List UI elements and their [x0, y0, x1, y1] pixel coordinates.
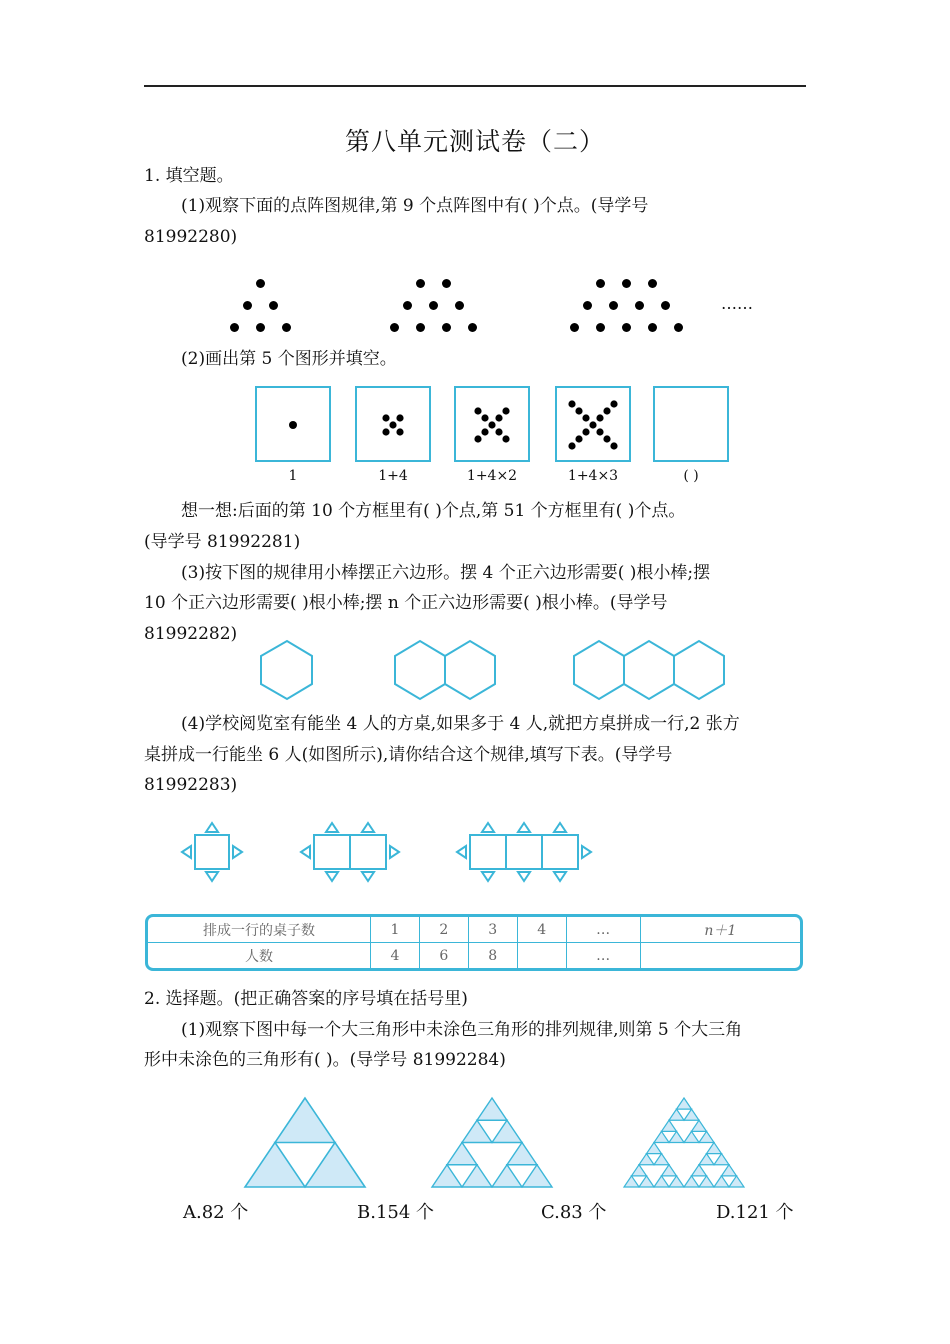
q1-p1-line1: (1)观察下面的点阵图规律,第 9 个点阵图中有( )个点。(导学号: [181, 196, 649, 216]
table-cell: 2: [419, 917, 468, 943]
triangle-stage-1: [245, 1098, 365, 1187]
q1-p4-line3: 81992283): [144, 775, 238, 795]
dot: [583, 301, 592, 310]
table-cell: …: [566, 917, 640, 943]
option-d[interactable]: D.121 个: [716, 1202, 794, 1223]
table-square: [350, 835, 386, 869]
table-cell: n＋1: [640, 917, 800, 943]
hexagon: [574, 641, 624, 699]
table-cell: 1: [371, 917, 420, 943]
box-5-empty[interactable]: [654, 387, 728, 461]
dot: [243, 301, 252, 310]
dot: [256, 323, 265, 332]
q1-p4-line2: 桌拼成一行能坐 6 人(如图所示),请你结合这个规律,填写下表。(导学号: [144, 745, 673, 765]
ellipsis: ……: [721, 294, 753, 313]
caption-5-blank[interactable]: ( ): [683, 468, 699, 484]
table-square: [542, 835, 578, 869]
hexagon: [624, 641, 674, 699]
dot: [429, 301, 438, 310]
caption-1: 1: [288, 468, 298, 484]
hexagon-figures: [0, 638, 950, 708]
dot: [570, 323, 579, 332]
dot: [622, 279, 631, 288]
q1-heading: 1. 填空题。: [144, 166, 234, 186]
q1-p3-line3: 81992282): [144, 624, 238, 644]
table-cell: 4: [517, 917, 566, 943]
triangle-stage-2: [432, 1098, 552, 1187]
dot: [596, 323, 605, 332]
triangle-stage-3: [624, 1098, 744, 1187]
dot: [416, 279, 425, 288]
hexagon: [261, 641, 312, 699]
option-a[interactable]: A.82 个: [183, 1202, 249, 1223]
dot: [416, 323, 425, 332]
table-square: [506, 835, 542, 869]
caption-2: 1+4: [378, 468, 408, 484]
q2-p1-line1: (1)观察下图中每一个大三角形中未涂色三角形的排列规律,则第 5 个大三角: [181, 1020, 743, 1040]
table-square: [195, 835, 229, 869]
dot: [256, 279, 265, 288]
dot: [269, 301, 278, 310]
table-cell: 6: [419, 943, 468, 969]
page-title: 第八单元测试卷（二）: [344, 127, 605, 156]
table-square: [314, 835, 350, 869]
dot: [648, 323, 657, 332]
answer-table: [145, 914, 803, 971]
option-c[interactable]: C.83 个: [541, 1202, 607, 1223]
table-cell: 8: [468, 943, 517, 969]
dot: [442, 323, 451, 332]
table-square: [470, 835, 506, 869]
q1-p2-think-line2: (导学号 81992281): [144, 532, 301, 552]
table-cell: 4: [371, 943, 420, 969]
table-cell: 人数: [148, 943, 371, 969]
dot: [403, 301, 412, 310]
q2-p1-line2: 形中未涂色的三角形有( )。(导学号 81992284): [144, 1050, 506, 1070]
table-cell: 排成一行的桌子数: [148, 917, 371, 943]
caption-4: 1+4×3: [567, 468, 619, 484]
q1-p3-line1: (3)按下图的规律用小棒摆正六边形。摆 4 个正六边形需要( )根小棒;摆: [181, 563, 711, 583]
dot: [648, 279, 657, 288]
table-cell: …: [566, 943, 640, 969]
q1-p2: (2)画出第 5 个图形并填空。: [181, 349, 397, 369]
hexagon: [395, 641, 445, 699]
q2-heading: 2. 选择题。(把正确答案的序号填在括号里): [144, 989, 468, 1009]
caption-3: 1+4×2: [466, 468, 518, 484]
dot: [622, 323, 631, 332]
dot: [455, 301, 464, 310]
dot: [609, 301, 618, 310]
dot: [674, 323, 683, 332]
hexagon: [674, 641, 724, 699]
dot: [390, 323, 399, 332]
top-rule: [144, 85, 806, 87]
option-b[interactable]: B.154 个: [357, 1202, 435, 1223]
table-cell: 3: [468, 917, 517, 943]
dot: [635, 301, 644, 310]
table-cell-blank[interactable]: [517, 943, 566, 969]
dot: [468, 323, 477, 332]
table-row: [148, 917, 800, 943]
dot: [661, 301, 670, 310]
table-cell-blank[interactable]: [640, 943, 800, 969]
q1-p3-line2: 10 个正六边形需要( )根小棒;摆 n 个正六边形需要( )根小棒。(导学号: [144, 593, 668, 613]
q1-p2-think-line1: 想一想:后面的第 10 个方框里有( )个点,第 51 个方框里有( )个点。: [181, 501, 686, 521]
dot: [230, 323, 239, 332]
triangle-figures: [0, 1095, 950, 1195]
q1-p4-line1: (4)学校阅览室有能坐 4 人的方桌,如果多于 4 人,就把方桌拼成一行,2 张方: [181, 714, 740, 734]
table-figures: [0, 818, 950, 888]
q1-p1-line2: 81992280): [144, 227, 238, 247]
table-row: [148, 943, 800, 969]
dot: [596, 279, 605, 288]
dot: [282, 323, 291, 332]
dot: [442, 279, 451, 288]
hexagon: [445, 641, 495, 699]
